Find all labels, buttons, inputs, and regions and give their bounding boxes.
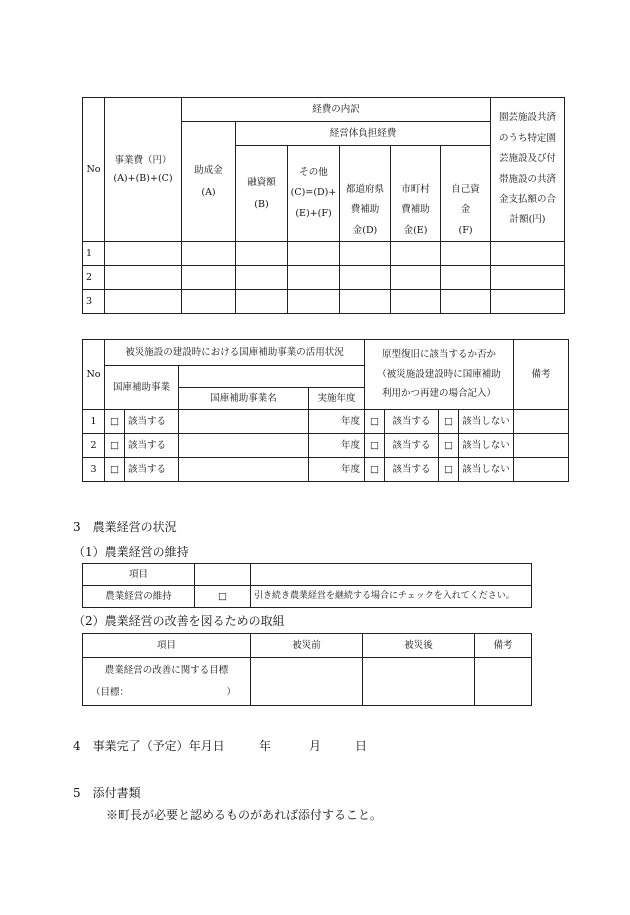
row-label: 農業経営の維持 — [83, 586, 195, 608]
checkbox[interactable]: □ — [365, 434, 385, 458]
col-item: 項目 — [83, 564, 195, 586]
table-row: 1 — [83, 242, 565, 266]
table-row: 1 □ 該当する 年度 □ 該当する □ 該当しない — [83, 410, 569, 434]
date-year: 年 — [259, 739, 272, 753]
col-other: その他 (C)=(D)+ (E)+(F) — [288, 146, 340, 242]
col-loan: 融資額 (B) — [236, 146, 288, 242]
section-5-title: 5 添付書類 — [73, 786, 141, 800]
checkbox[interactable]: □ — [365, 458, 385, 482]
col-national-subsidy: 国庫補助事業 — [105, 366, 179, 410]
farm-maintenance-table — [82, 563, 532, 608]
col-own-funds: 自己資 金 (F) — [441, 146, 491, 242]
maintenance-note: 引き続き農業経営を継続する場合にチェックを入れてください。 — [251, 586, 532, 608]
col-mutual-aid: 園芸施設共済 のうち特定園 芸施設及び付 帯施設の共済 金支払額の合 計額(円) — [491, 98, 565, 242]
improvement-table — [82, 633, 532, 706]
checkbox[interactable]: □ — [105, 410, 125, 434]
col-project-cost: 事業費（円） (A)+(B)+(C) — [105, 98, 182, 242]
col-before: 被災前 — [251, 634, 363, 658]
col-breakdown: 経費の内訳 — [182, 98, 491, 122]
checkbox[interactable]: □ — [439, 458, 459, 482]
national-subsidy-table — [82, 339, 569, 482]
col-operator-burden: 経営体負担経費 — [236, 122, 491, 146]
expense-table — [82, 97, 565, 314]
col-usage-status: 被災施設の建設時における国庫補助事業の活用状況 — [105, 340, 365, 366]
col-project-name: 国庫補助事業名 — [179, 388, 309, 410]
section-3-sub1: （1）農業経営の維持 — [73, 545, 189, 559]
col-no: No — [83, 340, 105, 410]
checkbox[interactable]: □ — [365, 410, 385, 434]
maintenance-checkbox[interactable]: □ — [195, 586, 251, 608]
checkbox[interactable]: □ — [105, 458, 125, 482]
col-year: 実施年度 — [309, 388, 365, 410]
section-3-sub2: （2）農業経営の改善を図るための取組 — [73, 614, 285, 628]
col-item: 項目 — [83, 634, 251, 658]
section-4-title: 4 事業完了（予定）年月日 — [73, 739, 225, 753]
date-month: 月 — [309, 739, 322, 753]
table-row: 2 — [83, 266, 565, 290]
col-no: No — [83, 98, 105, 242]
col-restoration: 原型復旧に該当するか否か （被災施設建設時に国庫補助 利用かつ再建の場合記入） — [365, 340, 514, 410]
table-row: 3 □ 該当する 年度 □ 該当する □ 該当しない — [83, 458, 569, 482]
date-day: 日 — [355, 739, 368, 753]
table-row: 2 □ 該当する 年度 □ 該当する □ 該当しない — [83, 434, 569, 458]
checkbox[interactable]: □ — [439, 410, 459, 434]
col-remarks: 備考 — [514, 340, 569, 410]
checkbox[interactable]: □ — [439, 434, 459, 458]
col-after: 被災後 — [363, 634, 475, 658]
col-city: 市町村 費補助 金(E) — [391, 146, 441, 242]
goal-cell[interactable]: 農業経営の改善に関する目標 （目標： ） — [83, 658, 251, 706]
col-prefecture: 都道府県 費補助 金(D) — [340, 146, 391, 242]
section-3-title: 3 農業経営の状況 — [73, 520, 177, 534]
checkbox[interactable]: □ — [105, 434, 125, 458]
col-remarks: 備考 — [475, 634, 532, 658]
attachment-note: ※町長が必要と認めるものがあれば添付すること。 — [106, 808, 383, 822]
table-row: 3 — [83, 290, 565, 314]
col-subsidy: 助成金 (A) — [182, 122, 236, 242]
